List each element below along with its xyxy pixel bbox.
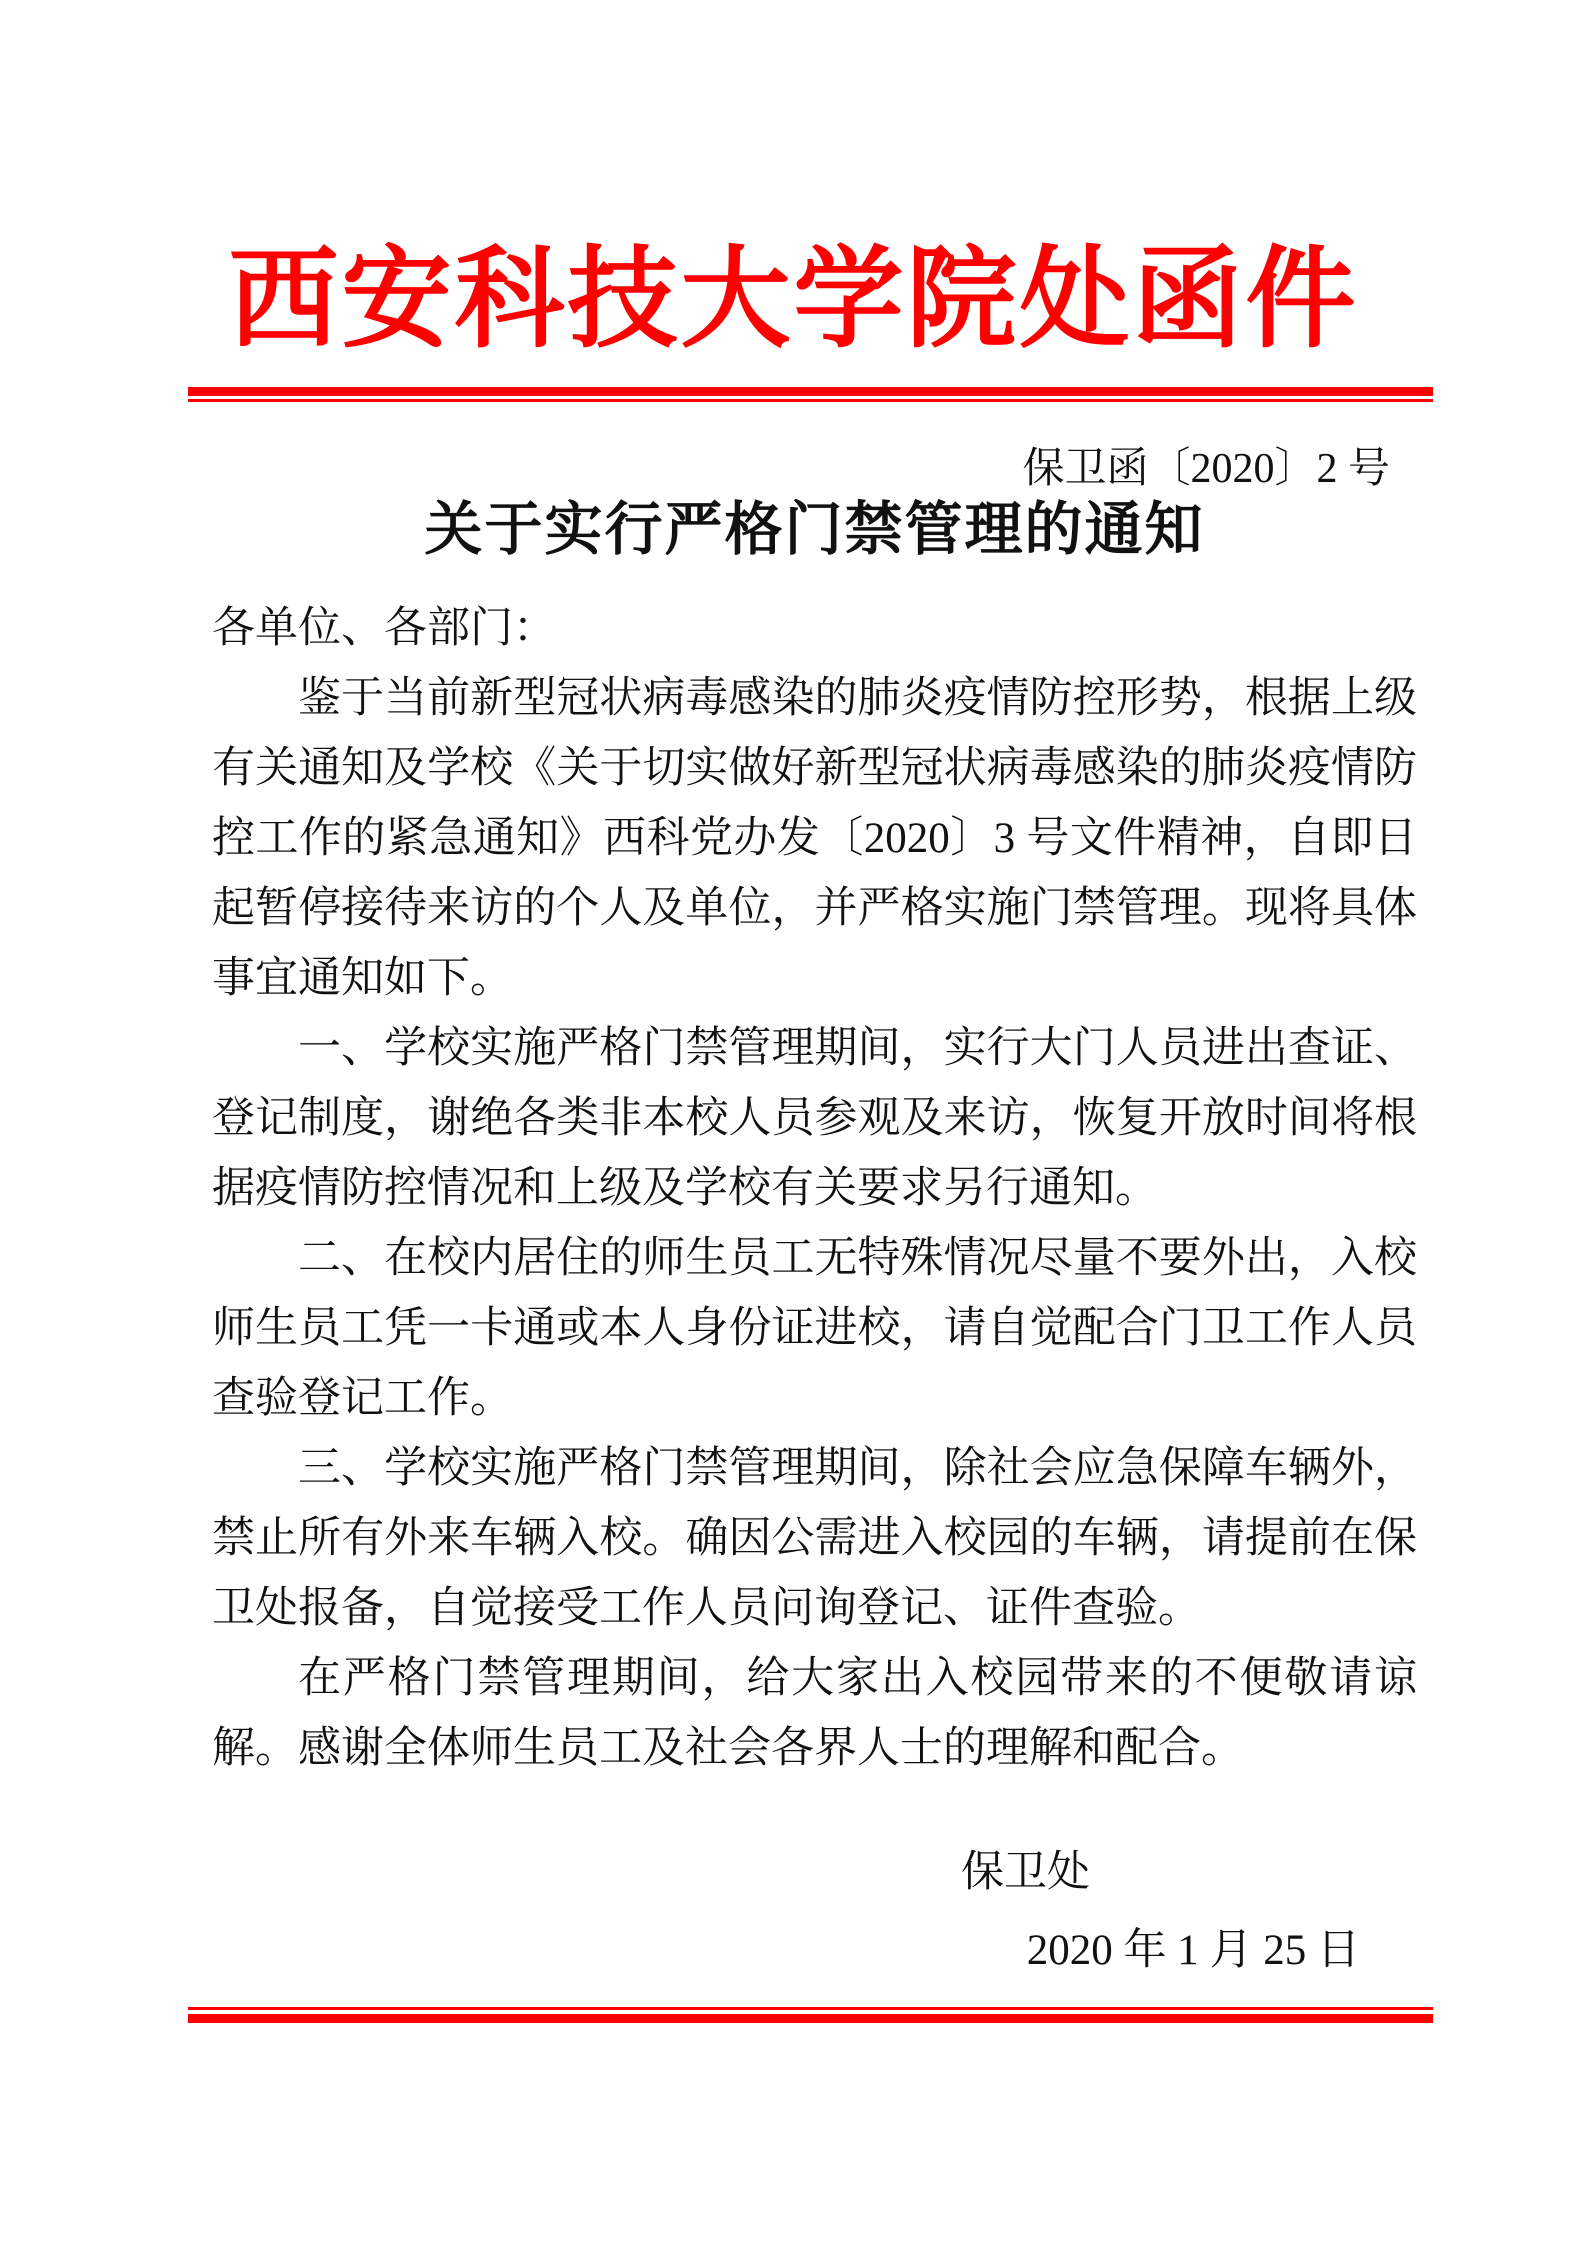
letterhead-divider-top xyxy=(188,387,1433,402)
divider-thin-line xyxy=(188,2007,1433,2010)
paragraph-item-1: 一、学校实施严格门禁管理期间，实行大门人员进出查证、登记制度，谢绝各类非本校人员参观及来访，恢复开放时间将根据疫情防控情况和上级及学校有关要求另行通知。 xyxy=(212,1025,1417,1212)
letterhead-divider-bottom xyxy=(188,2007,1433,2023)
notice-title: 关于实行严格门禁管理的通知 xyxy=(424,497,1205,562)
divider-thick-line xyxy=(188,2014,1433,2023)
signature-date: 2020 年 1 月 25 日 xyxy=(1026,1927,1360,1974)
paragraph-item-3: 三、学校实施严格门禁管理期间，除社会应急保障车辆外，禁止所有外来车辆入校。确因公需进入校园的车辆，请提前在保卫处报备，自觉接受工作人员问询登记、证件查验。 xyxy=(212,1445,1417,1632)
salutation: 各单位、各部门： xyxy=(212,605,556,652)
notice-body xyxy=(212,594,1417,1784)
signer-department: 保卫处 xyxy=(961,1849,1090,1896)
document-number: 保卫函〔2020〕2 号 xyxy=(1022,446,1390,492)
divider-thin-line xyxy=(188,399,1433,402)
paragraph-intro: 鉴于当前新型冠状病毒感染的肺炎疫情防控形势，根据上级有关通知及学校《关于切实做好新型冠状病毒感染的肺炎疫情防控工作的紧急通知》西科党办发〔2020〕3 号文件精神，自即日起暂停接待来访的个人及单位，并严格实施门禁管理。现将具体事宜通知如下。 xyxy=(212,675,1417,1002)
paragraph-item-2: 二、在校内居住的师生员工无特殊情况尽量不要外出，入校师生员工凭一卡通或本人身份证进校，请自觉配合门卫工作人员查验登记工作。 xyxy=(212,1235,1417,1422)
letterhead-title: 西安科技大学院处函件 xyxy=(228,238,1359,361)
divider-thick-line xyxy=(188,387,1433,396)
paragraph-closing: 在严格门禁管理期间，给大家出入校园带来的不便敬请谅解。感谢全体师生员工及社会各界人士的理解和配合。 xyxy=(212,1655,1417,1772)
